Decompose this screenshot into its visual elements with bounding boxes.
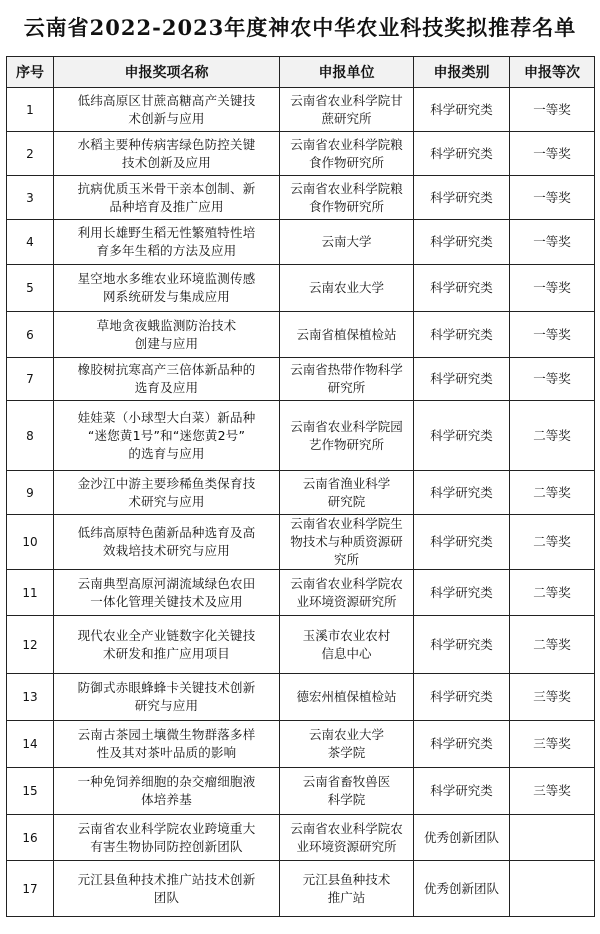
unit-line: 研究所 — [327, 380, 366, 395]
unit-line: 云南农业大学 — [308, 280, 384, 295]
award-name-cell — [54, 815, 280, 861]
award-name-cell — [54, 861, 280, 917]
category-cell: 科学研究类 — [414, 220, 510, 265]
category-cell: 科学研究类 — [414, 312, 510, 358]
category-cell: 科学研究类 — [414, 471, 510, 515]
grade-cell: 二等奖 — [510, 616, 595, 674]
award-name-cell — [54, 721, 280, 768]
unit-line: 云南省农业科学院粮 — [290, 180, 403, 196]
table-row — [7, 674, 595, 721]
award-name-cell — [54, 220, 280, 265]
grade-cell: 一等奖 — [510, 312, 595, 358]
row-number: 3 — [7, 176, 54, 220]
row-number: 8 — [7, 401, 54, 471]
grade-cell: 一等奖 — [510, 132, 595, 176]
row-number: 2 — [7, 132, 54, 176]
table-header-row — [7, 57, 595, 88]
unit-line: 云南省植保植检站 — [296, 326, 397, 342]
table-row — [7, 570, 595, 616]
award-name-line: 抗病优质玉米骨干亲本创制、新 — [77, 180, 256, 196]
row-number: 7 — [7, 358, 54, 401]
unit-line: 蔗研究所 — [321, 110, 372, 126]
unit-cell — [280, 815, 414, 861]
unit-cell — [280, 616, 414, 674]
header-seq: 序号 — [7, 57, 54, 88]
unit-line: 业环境资源研究所 — [296, 593, 397, 609]
unit-cell — [280, 861, 414, 917]
unit-line: 科学院 — [327, 792, 366, 807]
unit-line: 究所 — [333, 552, 359, 567]
award-name-line: 的选育与应用 — [128, 445, 205, 461]
unit-cell — [280, 401, 414, 471]
award-name-line: 有害生物协同防控创新团队 — [90, 838, 243, 854]
award-name-line: 选育及应用 — [134, 380, 199, 395]
unit-line: 德宏州植保植检站 — [296, 689, 397, 704]
award-name-line: 效栽培技术研究与应用 — [102, 543, 230, 558]
row-number: 11 — [7, 570, 54, 616]
award-name-cell — [54, 515, 280, 570]
award-name-line: “迷您黄1号”和“迷您黄2号” — [87, 427, 246, 443]
award-name-line: 金沙江中游主要珍稀鱼类保育技 — [77, 475, 256, 491]
row-number: 1 — [7, 88, 54, 132]
award-name-line: 草地贪夜蛾监测防治技术 — [96, 317, 237, 333]
award-name-line: 育多年生稻的方法及应用 — [96, 243, 237, 258]
table-row — [7, 616, 595, 674]
unit-line: 物技术与种质资源研 — [290, 534, 403, 549]
table-row — [7, 88, 595, 132]
award-name-line: 一种免饲养细胞的杂交瘤细胞液 — [77, 774, 256, 789]
unit-line: 研究院 — [327, 493, 366, 509]
category-cell: 科学研究类 — [414, 132, 510, 176]
award-name-line: 体培养基 — [141, 792, 192, 807]
award-name-line: 利用长雄野生稻无性繁殖特性培 — [77, 225, 256, 240]
table-row — [7, 220, 595, 265]
award-name-cell — [54, 616, 280, 674]
award-name-line: 网系统研发与集成应用 — [102, 289, 230, 304]
unit-line: 云南省农业科学院农 — [290, 820, 403, 836]
award-name-line: 术研发和推广应用项目 — [102, 645, 230, 661]
table-row — [7, 861, 595, 917]
row-number: 17 — [7, 861, 54, 917]
table-row — [7, 515, 595, 570]
award-name-cell — [54, 674, 280, 721]
grade-cell — [510, 815, 595, 861]
award-name-line: 性及其对茶叶品质的影响 — [96, 745, 237, 760]
category-cell: 优秀创新团队 — [414, 815, 510, 861]
unit-line: 云南省渔业科学 — [302, 475, 391, 491]
grade-cell: 二等奖 — [510, 570, 595, 616]
row-number: 13 — [7, 674, 54, 721]
unit-cell — [280, 358, 414, 401]
unit-cell — [280, 132, 414, 176]
unit-line: 茶学院 — [327, 745, 366, 760]
category-cell: 科学研究类 — [414, 88, 510, 132]
award-name-line: 防御式赤眼蜂蜂卡关键技术创新 — [77, 680, 256, 695]
award-name-line: 技术创新及应用 — [122, 154, 211, 170]
award-name-cell — [54, 88, 280, 132]
table-row — [7, 358, 595, 401]
award-name-line: 一体化管理关键技术及应用 — [90, 593, 243, 609]
award-name-line: 术研究与应用 — [128, 493, 205, 509]
row-number: 12 — [7, 616, 54, 674]
category-cell: 科学研究类 — [414, 176, 510, 220]
unit-line: 玉溪市农业农村 — [302, 627, 391, 643]
award-name-line: 低纬高原区甘蔗高糖高产关键技 — [77, 92, 256, 108]
unit-cell — [280, 570, 414, 616]
category-cell: 科学研究类 — [414, 358, 510, 401]
grade-cell: 二等奖 — [510, 471, 595, 515]
unit-cell — [280, 220, 414, 265]
award-name-cell — [54, 768, 280, 815]
category-cell: 科学研究类 — [414, 616, 510, 674]
award-name-cell — [54, 471, 280, 515]
grade-cell: 一等奖 — [510, 88, 595, 132]
unit-line: 业环境资源研究所 — [296, 838, 397, 854]
award-name-line: 术创新与应用 — [128, 110, 205, 126]
award-name-line: 元江县鱼种技术推广站技术创新 — [77, 871, 256, 887]
unit-line: 艺作物研究所 — [308, 436, 384, 452]
unit-cell — [280, 674, 414, 721]
award-name-line: 低纬高原特色菌新品种选育及高 — [77, 525, 256, 540]
category-cell: 科学研究类 — [414, 674, 510, 721]
award-name-line: 云南典型高原河湖流域绿色农田 — [77, 575, 256, 591]
category-cell: 科学研究类 — [414, 721, 510, 768]
unit-cell — [280, 88, 414, 132]
unit-line: 云南省农业科学院园 — [290, 418, 403, 434]
unit-cell — [280, 312, 414, 358]
category-cell: 优秀创新团队 — [414, 861, 510, 917]
table-row — [7, 401, 595, 471]
unit-line: 推广站 — [327, 889, 366, 905]
unit-cell — [280, 471, 414, 515]
unit-line: 食作物研究所 — [308, 198, 384, 214]
award-name-line: 现代农业全产业链数字化关键技 — [77, 627, 256, 643]
grade-cell: 三等奖 — [510, 768, 595, 815]
grade-cell: 三等奖 — [510, 721, 595, 768]
table-row — [7, 721, 595, 768]
row-number: 10 — [7, 515, 54, 570]
unit-cell — [280, 515, 414, 570]
award-name-line: 云南古茶园土壤微生物群落多样 — [77, 727, 256, 742]
header-category: 申报类别 — [414, 57, 510, 88]
category-cell: 科学研究类 — [414, 401, 510, 471]
award-name-cell — [54, 358, 280, 401]
unit-cell — [280, 265, 414, 312]
unit-line: 云南农业大学 — [308, 727, 384, 742]
grade-cell: 二等奖 — [510, 515, 595, 570]
header-grade: 申报等次 — [510, 57, 595, 88]
category-cell: 科学研究类 — [414, 570, 510, 616]
row-number: 6 — [7, 312, 54, 358]
grade-cell: 一等奖 — [510, 358, 595, 401]
award-name-cell — [54, 265, 280, 312]
award-name-line: 团队 — [153, 889, 180, 905]
unit-line: 云南省农业科学院生 — [290, 516, 403, 531]
table-body — [7, 88, 595, 917]
award-name-cell — [54, 176, 280, 220]
header-award-name: 申报奖项名称 — [54, 57, 280, 88]
unit-line: 元江县鱼种技术 — [302, 871, 391, 887]
unit-line: 信息中心 — [321, 645, 372, 661]
grade-cell — [510, 861, 595, 917]
award-name-line: 创建与应用 — [134, 335, 199, 351]
grade-cell: 一等奖 — [510, 265, 595, 312]
award-name-cell — [54, 570, 280, 616]
award-name-cell — [54, 132, 280, 176]
unit-cell — [280, 176, 414, 220]
award-name-line: 云南省农业科学院农业跨境重大 — [77, 820, 256, 836]
unit-line: 云南大学 — [321, 234, 372, 249]
grade-cell: 二等奖 — [510, 401, 595, 471]
table-row — [7, 176, 595, 220]
row-number: 15 — [7, 768, 54, 815]
award-name-line: 娃娃菜（小球型大白菜）新品种 — [77, 409, 256, 425]
header-unit: 申报单位 — [280, 57, 414, 88]
award-name-line: 星空地水多维农业环境监测传感 — [77, 271, 256, 286]
unit-cell — [280, 721, 414, 768]
table-row — [7, 132, 595, 176]
unit-line: 云南省农业科学院粮 — [290, 136, 403, 152]
row-number: 4 — [7, 220, 54, 265]
grade-cell: 三等奖 — [510, 674, 595, 721]
row-number: 14 — [7, 721, 54, 768]
category-cell: 科学研究类 — [414, 768, 510, 815]
unit-line: 云南省农业科学院农 — [290, 575, 403, 591]
unit-line: 云南省畜牧兽医 — [302, 774, 391, 789]
unit-line: 食作物研究所 — [308, 154, 384, 170]
row-number: 9 — [7, 471, 54, 515]
document-title: 云南省2022-2023年度神农中华农业科技奖拟推荐名单 — [23, 15, 577, 40]
row-number: 16 — [7, 815, 54, 861]
unit-line: 云南省热带作物科学 — [290, 362, 403, 377]
table-row — [7, 768, 595, 815]
award-name-line: 橡胶树抗寒高产三倍体新品种的 — [77, 362, 256, 377]
table-row — [7, 265, 595, 312]
award-name-line: 品种培育及推广应用 — [109, 198, 224, 214]
category-cell: 科学研究类 — [414, 265, 510, 312]
unit-line: 云南省农业科学院甘 — [290, 92, 403, 108]
category-cell: 科学研究类 — [414, 515, 510, 570]
table-row — [7, 815, 595, 861]
award-name-line: 研究与应用 — [134, 698, 199, 713]
unit-cell — [280, 768, 414, 815]
grade-cell: 一等奖 — [510, 220, 595, 265]
table-row — [7, 471, 595, 515]
table-row — [7, 312, 595, 358]
row-number: 5 — [7, 265, 54, 312]
grade-cell: 一等奖 — [510, 176, 595, 220]
award-name-cell — [54, 401, 280, 471]
award-name-line: 水稻主要种传病害绿色防控关键 — [77, 136, 256, 152]
award-name-cell — [54, 312, 280, 358]
nomination-table — [6, 56, 595, 917]
